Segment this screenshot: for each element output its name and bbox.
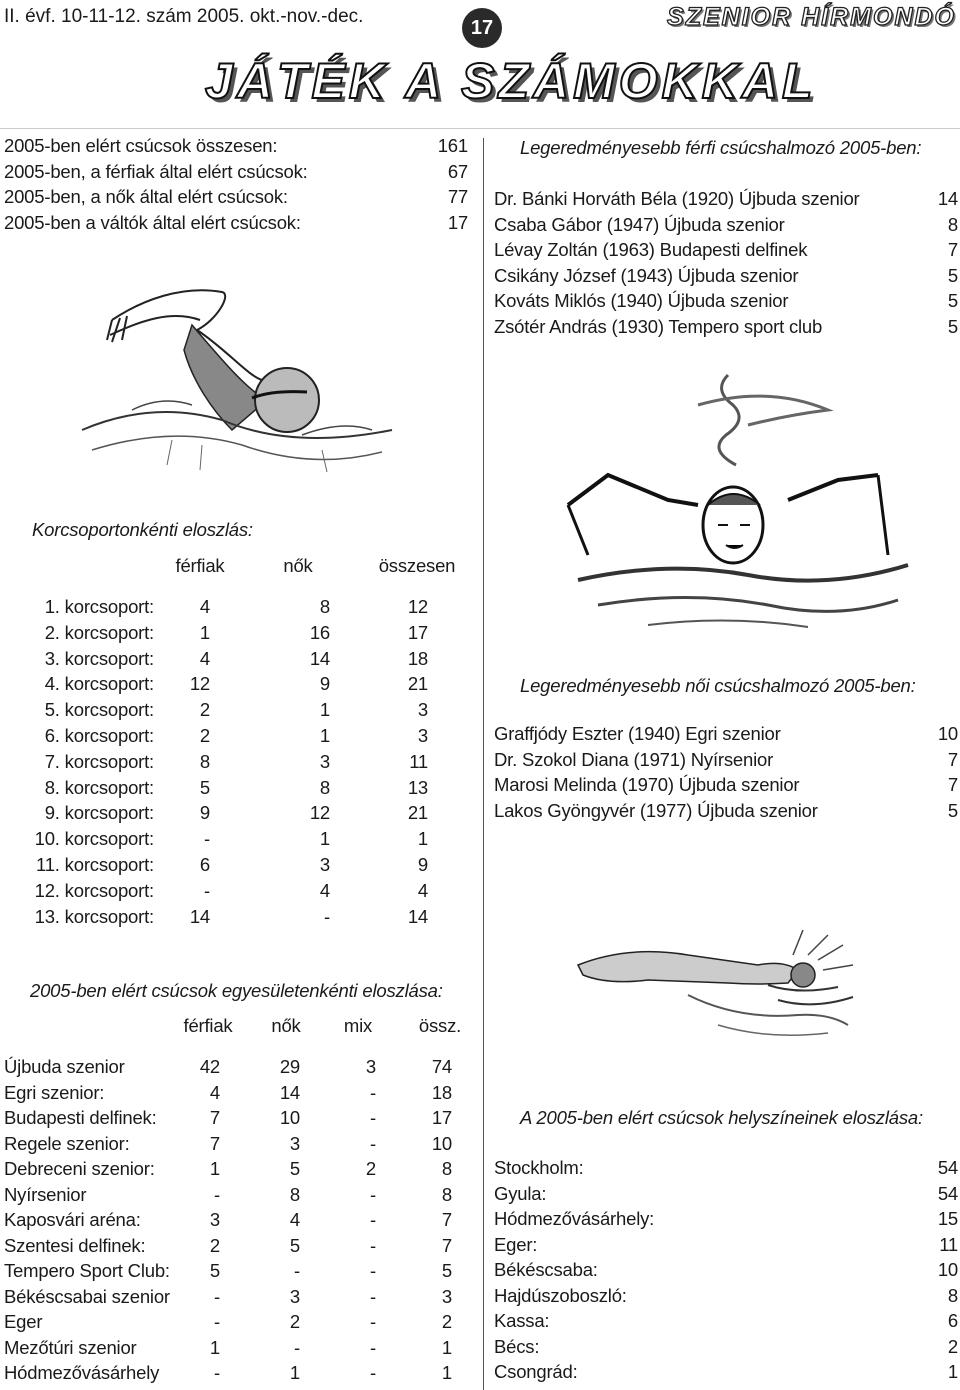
- totals-label: 2005-ben elért csúcsok összesen:: [4, 135, 278, 156]
- club-value: 10: [431, 1132, 452, 1154]
- male-value: 7: [947, 239, 958, 260]
- club-value: 7: [441, 1209, 452, 1230]
- club-name: Debreceni szenior:: [4, 1158, 155, 1179]
- male-name: Csaba Gábor (1947) Újbuda szenior: [494, 213, 785, 235]
- club-value: 42: [199, 1056, 220, 1077]
- club-value: 3: [289, 1132, 300, 1154]
- age-group-value: 1: [319, 699, 330, 721]
- age-groups-column-header: nők: [283, 555, 313, 576]
- club-value: -: [214, 1311, 220, 1332]
- totals-label: 2005-ben, a férfiak által elért csúcsok:: [4, 160, 308, 182]
- venue-value: 11: [939, 1233, 958, 1255]
- club-value: 3: [289, 1285, 300, 1307]
- club-value: -: [214, 1362, 220, 1383]
- age-group-value: 9: [319, 673, 330, 695]
- venues-heading: A 2005-ben elért csúcsok helyszíneinek eloszlása:: [520, 1107, 923, 1128]
- venue-name: Hódmezővásárhely:: [494, 1208, 655, 1229]
- female-name: Dr. Szokol Diana (1971) Nyírsenior: [494, 748, 774, 770]
- swimmer-crawl-illustration: [72, 280, 402, 480]
- age-group-value: 6: [199, 854, 210, 875]
- age-group-value: -: [204, 828, 210, 850]
- age-group-value: 2: [199, 699, 210, 721]
- age-groups-heading: Korcsoportonkénti eloszlás:: [32, 519, 253, 540]
- age-group-label: 6. korcsoport:: [44, 725, 154, 746]
- club-name: Eger: [4, 1311, 43, 1332]
- age-group-label: 3. korcsoport:: [44, 647, 154, 669]
- age-group-label: 1. korcsoport:: [44, 596, 154, 617]
- page-title: JÁTÉK A SZÁMOKKAL: [205, 53, 817, 109]
- column-divider: [483, 138, 484, 1390]
- clubs-column-header: férfiak: [183, 1015, 233, 1036]
- age-group-value: 17: [407, 621, 428, 643]
- club-name: Regele szenior:: [4, 1132, 130, 1154]
- venue-value: 1: [947, 1361, 958, 1382]
- club-value: 14: [279, 1081, 300, 1103]
- age-group-value: 12: [407, 596, 428, 617]
- club-value: 5: [209, 1260, 220, 1281]
- age-group-value: 3: [319, 854, 330, 875]
- club-value: 8: [441, 1183, 452, 1205]
- age-group-value: 4: [319, 879, 330, 901]
- club-value: 1: [209, 1336, 220, 1358]
- age-group-value: 12: [189, 673, 210, 695]
- age-group-value: 8: [199, 750, 210, 772]
- club-value: 1: [209, 1158, 220, 1179]
- age-group-value: 14: [309, 647, 330, 669]
- age-group-label: 9. korcsoport:: [44, 802, 154, 824]
- age-group-label: 4. korcsoport:: [44, 673, 154, 695]
- club-value: 1: [441, 1336, 452, 1358]
- age-group-value: 9: [417, 854, 428, 875]
- club-value: 17: [431, 1107, 452, 1128]
- age-group-label: 10. korcsoport:: [34, 828, 154, 850]
- club-value: -: [370, 1336, 376, 1358]
- venue-name: Bécs:: [494, 1335, 540, 1357]
- club-value: 5: [289, 1234, 300, 1256]
- club-value: 74: [431, 1056, 452, 1077]
- club-value: -: [370, 1234, 376, 1256]
- clubs-column-header: mix: [343, 1015, 373, 1036]
- venue-value: 15: [937, 1208, 958, 1229]
- club-value: 8: [441, 1158, 452, 1179]
- female-value: 7: [947, 748, 958, 770]
- club-value: 4: [209, 1081, 220, 1103]
- header-rule: [0, 128, 960, 129]
- age-group-value: 3: [319, 750, 330, 772]
- age-group-label: 5. korcsoport:: [44, 699, 154, 721]
- club-name: Tempero Sport Club:: [4, 1260, 170, 1281]
- club-name: Újbuda szenior: [4, 1056, 125, 1077]
- venue-name: Békéscsaba:: [494, 1259, 598, 1280]
- age-groups-column-header: összesen: [378, 555, 456, 576]
- club-value: 2: [365, 1158, 376, 1179]
- club-value: -: [370, 1081, 376, 1103]
- age-group-value: 1: [319, 725, 330, 746]
- venue-value: 54: [937, 1182, 958, 1204]
- female-name: Lakos Gyöngyvér (1977) Újbuda szenior: [494, 799, 818, 821]
- male-heading: Legeredményesebb férfi csúcshalmozó 2005-ben:: [520, 137, 922, 158]
- club-value: -: [294, 1336, 300, 1358]
- age-group-value: 18: [407, 647, 428, 669]
- club-value: 7: [209, 1107, 220, 1128]
- age-group-value: 14: [407, 905, 428, 927]
- venue-name: Eger:: [494, 1233, 538, 1255]
- male-value: 8: [947, 213, 958, 235]
- age-group-value: 1: [199, 621, 210, 643]
- age-group-value: 12: [309, 802, 330, 824]
- venue-name: Kassa:: [494, 1310, 550, 1331]
- female-name: Marosi Melinda (1970) Újbuda szenior: [494, 774, 800, 795]
- age-group-value: 1: [319, 828, 330, 850]
- venue-value: 8: [947, 1284, 958, 1306]
- age-group-value: 3: [417, 699, 428, 721]
- swimmer-butterfly-illustration: [548, 365, 928, 635]
- club-value: 1: [289, 1362, 300, 1383]
- age-group-label: 11. korcsoport:: [36, 854, 154, 875]
- issue-info: II. évf. 10-11-12. szám 2005. okt.-nov.-dec.: [4, 6, 364, 27]
- page-number-badge: 17: [462, 8, 502, 48]
- clubs-column-header: össz.: [418, 1015, 462, 1036]
- male-name: Dr. Bánki Horváth Béla (1920) Újbuda szenior: [494, 188, 860, 209]
- club-value: 18: [431, 1081, 452, 1103]
- age-group-value: 21: [407, 673, 428, 695]
- age-group-value: 21: [407, 802, 428, 824]
- club-value: 4: [289, 1209, 300, 1230]
- club-name: Budapesti delfinek:: [4, 1107, 157, 1128]
- age-group-value: 4: [199, 647, 210, 669]
- male-name: Kováts Miklós (1940) Újbuda szenior: [494, 290, 789, 311]
- age-group-value: 8: [319, 596, 330, 617]
- age-group-label: 2. korcsoport:: [44, 621, 154, 643]
- venue-name: Csongrád:: [494, 1361, 578, 1382]
- venue-name: Stockholm:: [494, 1157, 584, 1178]
- clubs-heading: 2005-ben elért csúcsok egyesületenkénti eloszlása:: [30, 980, 443, 1001]
- age-group-value: 13: [407, 776, 428, 798]
- venue-value: 54: [937, 1157, 958, 1178]
- totals-value: 67: [447, 160, 468, 182]
- venue-value: 10: [937, 1259, 958, 1280]
- club-value: -: [370, 1362, 376, 1383]
- male-name: Csikány József (1943) Újbuda szenior: [494, 264, 799, 286]
- male-value: 14: [937, 188, 958, 209]
- age-group-value: 11: [409, 750, 428, 772]
- age-group-value: 8: [319, 776, 330, 798]
- club-value: 3: [441, 1285, 452, 1307]
- age-group-value: 5: [199, 776, 210, 798]
- club-value: 10: [279, 1107, 300, 1128]
- club-value: -: [294, 1260, 300, 1281]
- club-value: 3: [209, 1209, 220, 1230]
- club-value: 3: [365, 1056, 376, 1077]
- club-value: -: [370, 1183, 376, 1205]
- club-value: -: [370, 1209, 376, 1230]
- clubs-column-header: nők: [271, 1015, 301, 1036]
- club-value: 5: [289, 1158, 300, 1179]
- club-value: 5: [441, 1260, 452, 1281]
- club-name: Nyírsenior: [4, 1183, 87, 1205]
- male-value: 5: [947, 315, 958, 337]
- club-value: 8: [289, 1183, 300, 1205]
- age-group-label: 8. korcsoport:: [44, 776, 154, 798]
- venue-name: Hajdúszoboszló:: [494, 1284, 627, 1306]
- club-value: -: [370, 1132, 376, 1154]
- age-group-value: 2: [199, 725, 210, 746]
- age-group-value: 4: [417, 879, 428, 901]
- club-value: 2: [209, 1234, 220, 1256]
- venue-value: 2: [947, 1335, 958, 1357]
- club-value: -: [370, 1285, 376, 1307]
- age-group-value: 14: [189, 905, 210, 927]
- age-group-value: -: [324, 905, 330, 927]
- female-heading: Legeredményesebb női csúcshalmozó 2005-ben:: [520, 675, 916, 696]
- female-value: 7: [947, 774, 958, 795]
- club-name: Szentesi delfinek:: [4, 1234, 146, 1256]
- club-name: Egri szenior:: [4, 1081, 105, 1103]
- venue-name: Gyula:: [494, 1182, 547, 1204]
- club-name: Hódmezővásárhely: [4, 1362, 160, 1383]
- club-name: Békéscsabai szenior: [4, 1285, 170, 1307]
- age-group-label: 13. korcsoport:: [34, 905, 154, 927]
- swimmer-dive-illustration: [568, 925, 858, 1045]
- age-groups-column-header: férfiak: [175, 555, 225, 576]
- female-value: 5: [947, 799, 958, 821]
- age-group-value: 4: [199, 596, 210, 617]
- club-value: -: [214, 1285, 220, 1307]
- club-value: 2: [441, 1311, 452, 1332]
- club-value: -: [370, 1260, 376, 1281]
- totals-value: 77: [447, 186, 468, 207]
- club-value: 29: [279, 1056, 300, 1077]
- club-value: 7: [441, 1234, 452, 1256]
- female-name: Graffjódy Eszter (1940) Egri szenior: [494, 723, 781, 744]
- age-group-value: 1: [417, 828, 428, 850]
- totals-label: 2005-ben, a nők által elért csúcsok:: [4, 186, 288, 207]
- male-value: 5: [947, 290, 958, 311]
- age-group-value: 3: [417, 725, 428, 746]
- female-value: 10: [937, 723, 958, 744]
- club-value: -: [370, 1107, 376, 1128]
- venue-value: 6: [947, 1310, 958, 1331]
- publication-name: SZENIOR HÍRMONDÓ: [667, 3, 956, 31]
- totals-value: 161: [437, 135, 468, 156]
- club-value: 7: [209, 1132, 220, 1154]
- club-value: -: [214, 1183, 220, 1205]
- age-group-value: 16: [309, 621, 330, 643]
- age-group-label: 12. korcsoport:: [34, 879, 154, 901]
- club-value: 1: [441, 1362, 452, 1383]
- age-group-label: 7. korcsoport:: [44, 750, 154, 772]
- club-name: Mezőtúri szenior: [4, 1336, 137, 1358]
- male-name: Lévay Zoltán (1963) Budapesti delfinek: [494, 239, 808, 260]
- totals-value: 17: [447, 211, 468, 233]
- male-name: Zsótér András (1930) Tempero sport club: [494, 315, 823, 337]
- club-value: 2: [289, 1311, 300, 1332]
- club-value: -: [370, 1311, 376, 1332]
- totals-label: 2005-ben a váltók által elért csúcsok:: [4, 211, 301, 233]
- age-group-value: -: [204, 879, 210, 901]
- age-group-value: 9: [199, 802, 210, 824]
- male-value: 5: [947, 264, 958, 286]
- club-name: Kaposvári aréna:: [4, 1209, 141, 1230]
